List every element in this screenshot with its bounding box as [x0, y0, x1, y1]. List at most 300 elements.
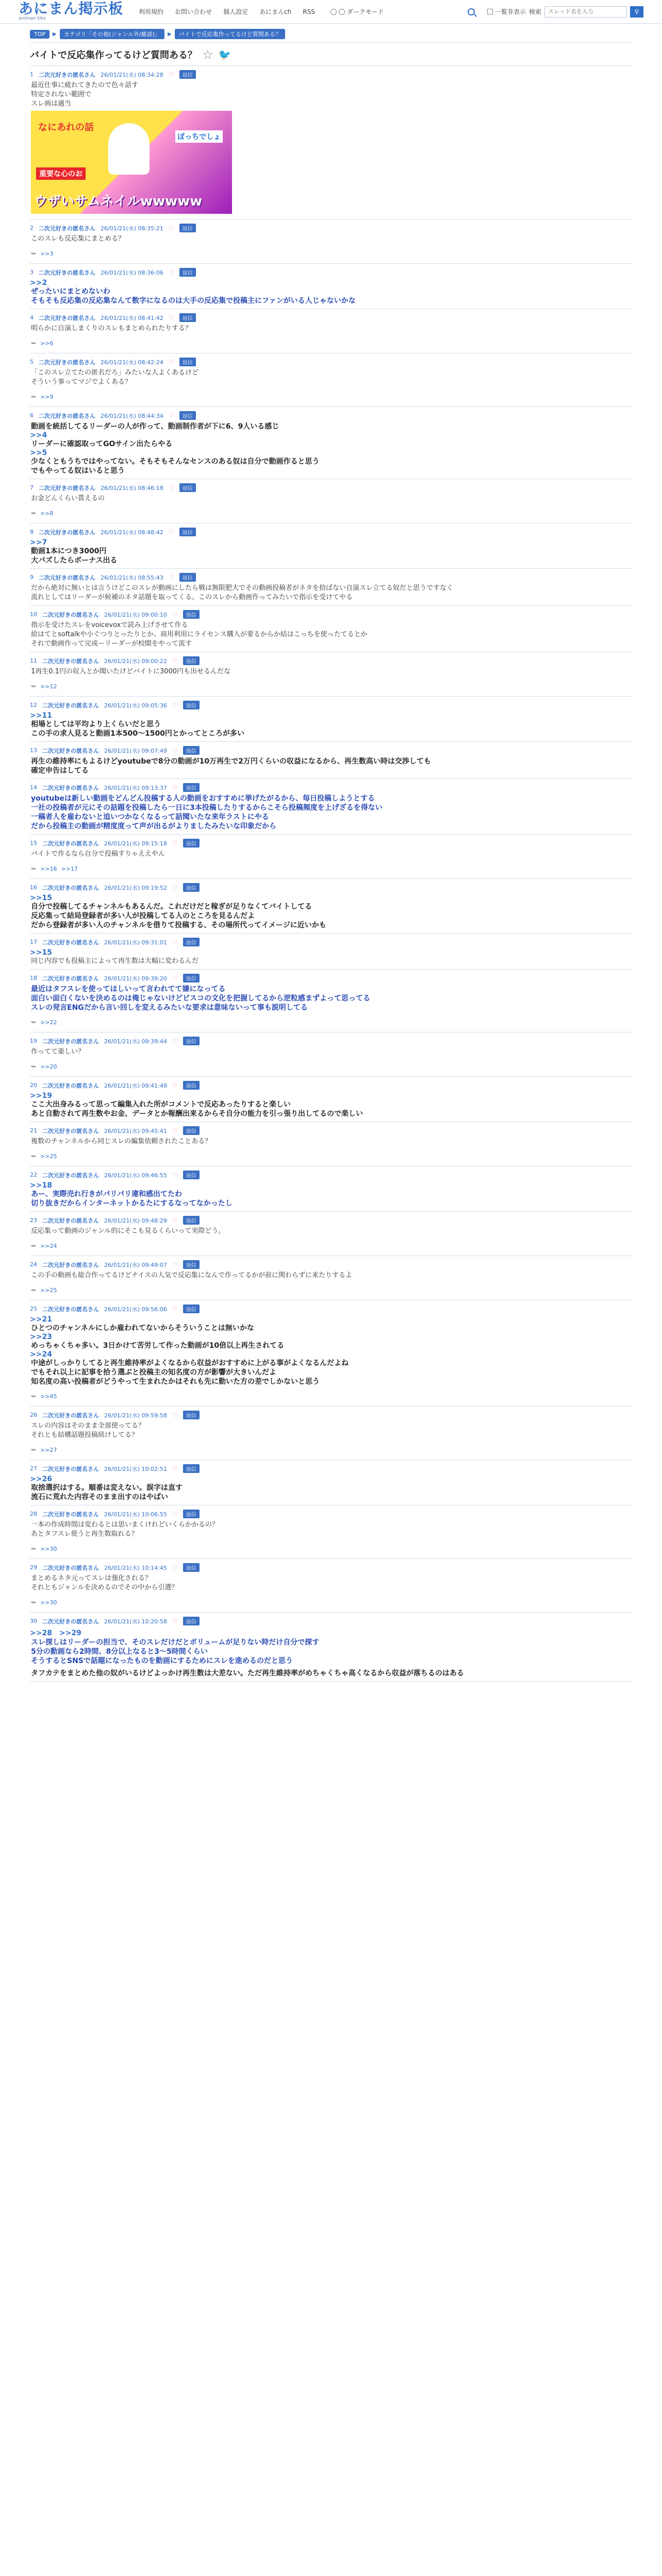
- post-number[interactable]: 6: [30, 412, 34, 419]
- poster-name: 二次元好きの匿名さん: [42, 840, 99, 847]
- post-body-line: このスレも反応集にまとめる？: [31, 235, 125, 243]
- post-number[interactable]: 29: [30, 1564, 37, 1571]
- post: [30, 1460, 632, 1505]
- reply-button[interactable]: 返信: [183, 1411, 200, 1419]
- heart-icon[interactable]: ♡: [172, 1465, 178, 1472]
- heart-icon[interactable]: ♡: [168, 412, 174, 419]
- reply-footer: [30, 1592, 632, 1609]
- poster-name: 二次元好きの匿名さん: [42, 784, 99, 791]
- reply-anchor-link[interactable]: >>15: [30, 948, 52, 957]
- post-body-line: 切り抜きだからインターネットかるたにするなってなかったし: [31, 1199, 233, 1208]
- post-number[interactable]: 8: [30, 529, 34, 535]
- reply-arrow-icon: ➥: [31, 865, 37, 872]
- post-date: 26/01/21(水) 08:41:42: [101, 314, 163, 321]
- post-body-line: そうするとSNSで話題になったものを動画にするためにスレを進めるのだと思う: [31, 1657, 293, 1665]
- magnifier-icon: ⚲: [634, 8, 639, 15]
- heart-icon[interactable]: ♡: [168, 484, 174, 492]
- post-body-line: 反応集って結局登録者が多い人が投稿してる人のところを見るんだよ: [31, 912, 255, 920]
- poster-name: 二次元好きの匿名さん: [39, 269, 95, 276]
- nav-animanch-link[interactable]: あにまんch: [259, 8, 292, 15]
- reply-anchor-link[interactable]: >>2: [30, 279, 47, 287]
- post: [30, 479, 632, 523]
- post: [30, 606, 632, 652]
- post-meta: [30, 783, 632, 792]
- post-date: 26/01/21(水) 09:39:20: [104, 975, 167, 982]
- reply-button[interactable]: 返信: [183, 883, 200, 892]
- reply-footer: [30, 859, 632, 875]
- post-meta: [30, 313, 632, 322]
- reply-button[interactable]: 返信: [179, 483, 196, 492]
- reply-link[interactable]: >>12: [40, 683, 57, 690]
- reply-button[interactable]: 返信: [183, 1617, 200, 1625]
- logo-subtext: animan bbs: [19, 16, 46, 21]
- post-body-line: 中途がしっかりしてると再生維持率がよくなるから収益がおすすめに上がる事がよくなるんだよね: [31, 1359, 349, 1367]
- reply-button[interactable]: 返信: [179, 573, 196, 582]
- post-body-line: 面白い面白くないを決めるのは俺じゃないけどビスコの文化を把握してるから逆粒感まずよって思ってる: [31, 994, 370, 1003]
- post-body-line: 特定されない範囲で: [31, 91, 92, 98]
- post-body-line: スレの内容はそのまま全部使ってる？: [31, 1422, 145, 1430]
- post-meta: [30, 746, 632, 755]
- breadcrumb-thread[interactable]: バイトで反応集作ってるけど質問ある？: [175, 29, 285, 39]
- post-number[interactable]: 5: [30, 359, 34, 365]
- post-date: 26/01/21(水) 10:20:58: [104, 1618, 167, 1625]
- post-meta: [30, 1411, 632, 1419]
- reply-link[interactable]: >>30: [40, 1599, 57, 1606]
- reply-button[interactable]: 返信: [183, 656, 200, 665]
- post: [30, 1613, 632, 1682]
- post-body-line: 動画を統括してるリーダーの人が作って、動画制作者が下に6、9人いる感じ: [31, 422, 279, 431]
- heart-icon[interactable]: ♡: [172, 1216, 178, 1224]
- post-meta: [30, 610, 632, 619]
- reply-button[interactable]: 返信: [179, 358, 196, 366]
- post-body-line: スレの発言ENGだから言い回しを変えるみたいな要求は意味ないって事も説明してる: [31, 1004, 308, 1012]
- reply-arrow-icon: ➥: [31, 1446, 37, 1453]
- post-date: 26/01/21(水) 10:06:55: [104, 1511, 167, 1518]
- post: [30, 569, 632, 606]
- reply-button[interactable]: 返信: [183, 974, 200, 982]
- post-number[interactable]: 9: [30, 574, 34, 581]
- post-body-line: あと自動されて再生数やお金、データとか報酬出来るからそ自分の能力を引っ張り出してるので楽しい: [31, 1110, 363, 1118]
- post-number[interactable]: 22: [30, 1172, 37, 1178]
- reply-link[interactable]: >>22: [40, 1019, 57, 1026]
- checkbox-icon[interactable]: [487, 9, 493, 14]
- reply-footer: [30, 244, 632, 260]
- post-number[interactable]: 1: [30, 71, 34, 78]
- poster-name: 二次元好きの匿名さん: [42, 884, 99, 891]
- reply-anchor-link[interactable]: >>15: [30, 894, 52, 902]
- post-date: 26/01/21(水) 09:49:07: [104, 1261, 167, 1268]
- thread-header: [30, 43, 632, 66]
- reply-button[interactable]: 返信: [183, 1563, 200, 1572]
- heart-icon[interactable]: ♡: [172, 974, 178, 982]
- reply-footer: [30, 676, 632, 693]
- post-body-line: 一稿者人を雇わないと追いつかなくなるって話聞いたな来年ラストにやる: [31, 813, 269, 821]
- reply-link[interactable]: >>6: [40, 340, 54, 347]
- post-meta: [30, 1510, 632, 1518]
- reply-arrow-icon: ➥: [31, 1153, 37, 1160]
- post: [30, 1032, 632, 1077]
- reply-button[interactable]: 返信: [183, 1216, 200, 1225]
- post-body-line: 絵はてとsoftalkや小ぐつりとったりとか、商用利用にライセンス購入が要るからか結はこっちを使ったてるとか: [31, 631, 368, 638]
- nav-terms-link[interactable]: 利用規約: [139, 8, 164, 15]
- reply-anchor-link[interactable]: >>19: [30, 1092, 52, 1100]
- post-date: 26/01/21(水) 09:39:44: [104, 1038, 167, 1045]
- favorite-star-icon[interactable]: ☆: [202, 47, 213, 62]
- reply-footer: [30, 1440, 632, 1456]
- post-meta: [30, 974, 632, 982]
- reply-button[interactable]: 返信: [183, 1126, 200, 1135]
- heart-icon[interactable]: ♡: [172, 1411, 178, 1419]
- post-body-line: 「このスレ立てたの匿名だろ」みたいな人よくあるけど: [31, 369, 199, 377]
- poster-name: 二次元好きの匿名さん: [42, 1261, 99, 1268]
- reply-anchor-link[interactable]: >>21: [30, 1315, 52, 1324]
- post-date: 26/01/21(水) 09:56:06: [104, 1306, 167, 1313]
- post-body-line: スレ画は適当: [31, 100, 72, 108]
- heart-icon[interactable]: ♡: [168, 528, 174, 536]
- reply-link[interactable]: >>17: [61, 865, 78, 872]
- reply-arrow-icon: ➥: [31, 340, 37, 347]
- post-body-line: 大バズしたらボーナス出る: [31, 556, 118, 565]
- reply-anchor-link[interactable]: >>28 >>29: [30, 1629, 81, 1637]
- post-body-line: そういう事ってマジでよくある？: [31, 378, 132, 386]
- thumb-text: ウザいサムネイルwwwww: [34, 194, 203, 209]
- twitter-share-icon[interactable]: 🐦: [218, 48, 231, 61]
- post-body-line: 指示を受けたスレをvoicevoxで読み上げさせて作る: [31, 621, 188, 629]
- post-date: 26/01/21(水) 09:13:37: [104, 784, 167, 791]
- post-body-line: だから登録者が多い人のチャンネルを借りて投稿する、その場所代ってイメージに近いかも: [31, 921, 326, 929]
- reply-button[interactable]: 返信: [183, 1171, 200, 1179]
- reply-arrow-icon: ➥: [31, 1063, 37, 1070]
- hide-list-toggle[interactable]: [487, 7, 526, 16]
- poster-name: 二次元好きの匿名さん: [39, 484, 95, 492]
- post-number[interactable]: 27: [30, 1465, 37, 1472]
- logo-text: あにまん掲示板: [19, 0, 124, 17]
- heart-icon[interactable]: ♡: [172, 1261, 178, 1268]
- poster-name: 二次元好きの匿名さん: [42, 1465, 99, 1472]
- post-number[interactable]: 19: [30, 1038, 37, 1044]
- reply-button[interactable]: 返信: [183, 1464, 200, 1473]
- heart-icon[interactable]: ♡: [172, 701, 178, 709]
- post-date: 26/01/21(水) 09:00:22: [104, 657, 167, 665]
- post: [30, 697, 632, 742]
- reply-footer: [30, 1539, 632, 1555]
- post-body-line: 流石に荒れた内容そのまま出すのはやばい: [31, 1493, 168, 1501]
- post-number[interactable]: 14: [30, 784, 37, 791]
- reply-button[interactable]: 返信: [183, 839, 200, 848]
- reply-link[interactable]: >>8: [40, 510, 54, 517]
- post-body-line: でもやってる奴はいると思う: [31, 467, 125, 475]
- post-meta: [30, 1260, 632, 1269]
- post-meta: [30, 528, 632, 536]
- post-meta: [30, 938, 632, 946]
- reply-link[interactable]: >>24: [40, 1242, 57, 1249]
- reply-footer: [30, 1386, 632, 1403]
- poster-name: 二次元好きの匿名さん: [39, 314, 95, 321]
- nav-rss-link[interactable]: RSS: [303, 8, 315, 15]
- search-button[interactable]: [630, 6, 643, 18]
- poster-name: 二次元好きの匿名さん: [42, 1564, 99, 1571]
- reply-button[interactable]: 返信: [183, 783, 200, 792]
- post-meta: [30, 483, 632, 492]
- post-meta: [30, 1563, 632, 1572]
- post-body-line: この手の求人見ると動画1本500〜1500円とかってところが多い: [31, 730, 244, 738]
- reply-link[interactable]: >>27: [40, 1446, 57, 1453]
- post-number[interactable]: 3: [30, 269, 34, 276]
- post-body-line: スレ探しはリーダーの担当で、そのスレだけだとボリュームが足りない時だけ自分で探す: [31, 1638, 320, 1647]
- post-number[interactable]: 15: [30, 840, 37, 846]
- post-number[interactable]: 10: [30, 611, 37, 618]
- reply-link[interactable]: >>9: [40, 393, 54, 400]
- thumb-text: なにあれの話: [38, 122, 94, 133]
- reply-footer: [30, 1012, 632, 1029]
- heart-icon[interactable]: ♡: [172, 1305, 178, 1313]
- post-date: 26/01/21(水) 08:44:34: [101, 412, 163, 419]
- search-input[interactable]: [544, 6, 627, 18]
- post: [30, 1212, 632, 1256]
- post-body-line: 一社の投稿者が元にその話題を投稿したら一日に3本投稿したりするからこそら投稿頻度を上げざるを得ない: [31, 804, 383, 812]
- post-number[interactable]: 17: [30, 939, 37, 945]
- heart-icon[interactable]: ♡: [172, 1081, 178, 1089]
- post: [30, 353, 632, 407]
- post-body-line: ぜったいにまとめないわ: [31, 287, 110, 296]
- heart-icon[interactable]: ♡: [172, 1171, 178, 1179]
- post-body-line: それで動画作って完成ーリーダーが校閲をやって流す: [31, 640, 192, 648]
- heart-icon[interactable]: ♡: [172, 611, 178, 618]
- breadcrumb: [0, 24, 662, 42]
- post-date: 26/01/21(水) 09:59:58: [104, 1412, 167, 1419]
- reply-anchor-link[interactable]: >>26: [30, 1475, 52, 1483]
- dark-mode-radio-icon[interactable]: [339, 9, 345, 15]
- site-logo[interactable]: [19, 2, 123, 22]
- heart-icon[interactable]: ♡: [168, 314, 174, 321]
- heart-icon[interactable]: ♡: [168, 358, 174, 366]
- post-number[interactable]: 24: [30, 1261, 37, 1268]
- post-number[interactable]: 13: [30, 747, 37, 754]
- post-number[interactable]: 26: [30, 1412, 37, 1418]
- post: [30, 1077, 632, 1122]
- heart-icon[interactable]: ♡: [172, 1510, 178, 1518]
- post-number[interactable]: 30: [30, 1618, 37, 1624]
- heart-icon[interactable]: ♡: [172, 938, 178, 946]
- reply-arrow-icon: ➥: [31, 1545, 37, 1552]
- post-meta: [30, 1464, 632, 1473]
- reply-link[interactable]: >>25: [40, 1153, 57, 1160]
- reply-button[interactable]: 返信: [183, 1304, 200, 1313]
- post-date: 26/01/21(水) 09:45:41: [104, 1127, 167, 1134]
- post-body-line: ここ大出身みるって思って編集入れた所がコメントで反応あったりすると楽しい: [31, 1100, 291, 1109]
- post-meta: [30, 70, 632, 79]
- post: [30, 742, 632, 779]
- mode-toggle[interactable]: [330, 7, 384, 16]
- post-meta: [30, 1171, 632, 1179]
- post-number[interactable]: 25: [30, 1306, 37, 1312]
- poster-name: 二次元好きの匿名さん: [42, 1217, 99, 1224]
- post-body-line: 確定申告はしてる: [31, 767, 89, 775]
- reply-button[interactable]: 返信: [183, 938, 200, 946]
- post-date: 26/01/21(水) 09:07:49: [104, 747, 167, 754]
- post-date: 26/01/21(水) 08:42:24: [101, 359, 163, 366]
- post: [30, 1256, 632, 1300]
- poster-name: 二次元好きの匿名さん: [39, 71, 95, 78]
- post: [30, 835, 632, 879]
- reply-button[interactable]: 返信: [183, 1037, 200, 1045]
- post: [30, 1559, 632, 1613]
- post-meta: [30, 701, 632, 709]
- post-meta: [30, 1216, 632, 1225]
- heart-icon[interactable]: ♡: [168, 71, 174, 78]
- breadcrumb-top[interactable]: TOP: [30, 30, 49, 39]
- reply-button[interactable]: 返信: [183, 1260, 200, 1269]
- reply-footer: [30, 1057, 632, 1073]
- search-area: [468, 6, 643, 18]
- reply-button[interactable]: 返信: [183, 1081, 200, 1090]
- poster-name: 二次元好きの匿名さん: [42, 1127, 99, 1134]
- post-meta: [30, 224, 632, 232]
- post-number[interactable]: 21: [30, 1127, 37, 1134]
- reply-anchor-link[interactable]: >>5: [30, 449, 47, 457]
- post-number[interactable]: 28: [30, 1511, 37, 1517]
- reply-button[interactable]: 返信: [183, 701, 200, 709]
- poster-name: 二次元好きの匿名さん: [39, 574, 95, 581]
- post-number[interactable]: 12: [30, 702, 37, 708]
- reply-arrow-icon: ➥: [31, 1393, 37, 1400]
- post-body-line: 最近はタフスレを使ってほしいって言われてて嫌になってる: [31, 985, 226, 993]
- chevron-right-icon: ▶: [53, 31, 57, 37]
- reply-link[interactable]: >>3: [40, 250, 54, 257]
- post-body-line: めっちゃくちゃ多い。3日かけて苦労して作った動画が10倍以上再生されてる: [31, 1342, 285, 1350]
- reply-link[interactable]: >>16: [40, 865, 57, 872]
- post-number[interactable]: 23: [30, 1217, 37, 1224]
- post-body-line: 少なくともうちではやってない。そもそもそんなセンスのある奴は自分で動画作ると思う: [31, 457, 320, 466]
- reply-link[interactable]: >>25: [40, 1286, 57, 1294]
- nav-contact-link[interactable]: お問い合わせ: [175, 8, 212, 15]
- post-number[interactable]: 7: [30, 484, 34, 491]
- post-body-line: 反応集って動画のジャンル的にそこも見るくらいって実際どう。: [31, 1227, 225, 1235]
- heart-icon[interactable]: ♡: [172, 784, 178, 791]
- reply-button[interactable]: 返信: [183, 746, 200, 755]
- reply-link[interactable]: >>45: [40, 1393, 57, 1400]
- post-body-line: この手の動画も総合作ってるけどナイスの人気で反応集になんで作ってるかが前に関わらずに来たりするよ: [31, 1272, 352, 1279]
- post-meta: [30, 1617, 632, 1625]
- reply-anchor-link[interactable]: >>18: [30, 1181, 52, 1190]
- heart-icon[interactable]: ♡: [172, 747, 178, 754]
- post-body-line: だから投稿主の動画が精度度って声が出るがよりましたみたいな印象だから: [31, 822, 276, 831]
- reply-footer: [30, 387, 632, 403]
- post: [30, 779, 632, 835]
- post-body-line: でもそれ以上に記事を拾う選ぶと投稿主の知名度の方が影響が大きいんだよ: [31, 1368, 276, 1377]
- heart-icon[interactable]: ♡: [168, 224, 174, 232]
- poster-name: 二次元好きの匿名さん: [42, 1038, 99, 1045]
- reply-footer: [30, 333, 632, 350]
- reply-footer: [30, 1146, 632, 1163]
- nav-settings-link[interactable]: 個人設定: [223, 8, 249, 15]
- reply-anchor-link[interactable]: >>7: [30, 538, 47, 547]
- poster-name: 二次元好きの匿名さん: [42, 747, 99, 754]
- post: [30, 879, 632, 934]
- reply-link[interactable]: >>30: [40, 1545, 57, 1552]
- reply-button[interactable]: 返信: [179, 411, 196, 420]
- reply-button[interactable]: 返信: [179, 528, 196, 536]
- light-mode-radio-icon[interactable]: [330, 9, 337, 15]
- post-number[interactable]: 4: [30, 314, 34, 321]
- heart-icon[interactable]: ♡: [172, 884, 178, 891]
- reply-button[interactable]: 返信: [183, 610, 200, 619]
- search-label: 検索: [528, 8, 541, 15]
- post-date: 26/01/21(水) 08:34:28: [101, 71, 163, 78]
- breadcrumb-category[interactable]: カテゴリ「その他(ジャンル外/雑談)」: [60, 29, 164, 39]
- heart-icon[interactable]: ♡: [172, 1127, 178, 1134]
- post-number[interactable]: 18: [30, 975, 37, 981]
- post-meta: [30, 1037, 632, 1045]
- reply-anchor-link[interactable]: >>24: [30, 1350, 52, 1359]
- reply-button[interactable]: 返信: [179, 268, 196, 277]
- heart-icon[interactable]: ♡: [168, 268, 174, 276]
- post-date: 26/01/21(水) 09:15:18: [104, 840, 167, 847]
- reply-anchor-link[interactable]: >>4: [30, 431, 47, 439]
- reply-button[interactable]: 返信: [183, 1510, 200, 1518]
- post-number[interactable]: 2: [30, 225, 34, 231]
- poster-name: 二次元好きの匿名さん: [42, 1306, 99, 1313]
- post-body-line: 複数のチャンネルから同じスレの編集依頼されたことある？: [31, 1138, 212, 1145]
- post-meta: [30, 573, 632, 582]
- poster-name: 二次元好きの匿名さん: [42, 1618, 99, 1625]
- poster-name: 二次元好きの匿名さん: [42, 939, 99, 946]
- post-date: 26/01/21(水) 09:41:49: [104, 1082, 167, 1089]
- heart-icon[interactable]: ♡: [172, 1564, 178, 1571]
- reply-button[interactable]: 返信: [179, 70, 196, 79]
- heart-icon[interactable]: ♡: [172, 1037, 178, 1045]
- reply-anchor-link[interactable]: >>23: [30, 1333, 52, 1341]
- post-body-line: 相場としては平均より上くらいだと思う: [31, 720, 161, 728]
- poster-name: 二次元好きの匿名さん: [39, 225, 95, 232]
- reply-button[interactable]: 返信: [179, 313, 196, 322]
- post-number[interactable]: 16: [30, 884, 37, 891]
- post-number[interactable]: 20: [30, 1082, 37, 1089]
- reply-arrow-icon: ➥: [31, 250, 37, 257]
- post-body-line: 明らかに自演しまくりのスレもまとめられたりする？: [31, 325, 192, 332]
- reply-anchor-link[interactable]: >>11: [30, 711, 52, 720]
- post-body-line: まとめるネタ元ってスレは強化される？: [31, 1574, 152, 1582]
- reply-footer: [30, 1280, 632, 1297]
- post-date: 26/01/21(水) 10:02:51: [104, 1465, 167, 1472]
- reply-button[interactable]: 返信: [179, 224, 196, 232]
- reply-link[interactable]: >>20: [40, 1063, 57, 1070]
- post-body-line: お金どんくらい貰えるの: [31, 495, 105, 502]
- post-meta: [30, 1126, 632, 1135]
- post-body-line: リーダーに確認取ってGOサイン出たらやる: [31, 440, 173, 448]
- post: [30, 1406, 632, 1460]
- thread-image[interactable]: [31, 111, 232, 214]
- post-number[interactable]: 11: [30, 657, 37, 664]
- heart-icon[interactable]: ♡: [172, 657, 178, 665]
- post-body-line: 5分の動画なら2時間、8分以上なると3〜5時間くらい: [31, 1648, 208, 1656]
- post-body-line: 取捨選択はする。順番は変えない。誤字は直す: [31, 1484, 183, 1492]
- post-date: 26/01/21(水) 08:55:43: [101, 574, 163, 581]
- post-list: [30, 66, 632, 1682]
- heart-icon[interactable]: ♡: [172, 839, 178, 847]
- heart-icon[interactable]: ♡: [172, 1617, 178, 1625]
- post: [30, 219, 632, 264]
- reply-arrow-icon: ➥: [31, 683, 37, 690]
- post: [30, 264, 632, 309]
- poster-name: 二次元好きの匿名さん: [42, 1172, 99, 1179]
- reply-arrow-icon: ➥: [31, 1286, 37, 1294]
- post: [30, 1300, 632, 1406]
- post-meta: [30, 656, 632, 665]
- heart-icon[interactable]: ♡: [168, 573, 174, 581]
- post-body-line: 一本の作成時間は変わるとは思いまくけれどいくらかかるの？: [31, 1521, 219, 1529]
- post-meta: [30, 839, 632, 848]
